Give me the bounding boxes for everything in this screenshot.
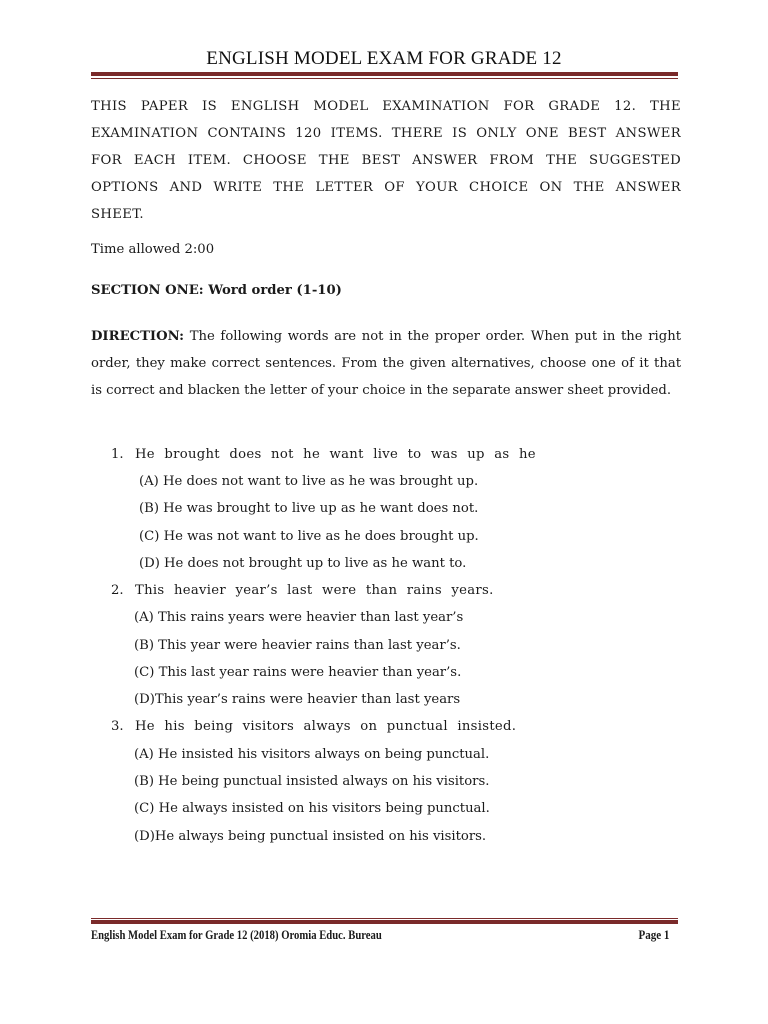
option-1b[interactable]: (B) He was brought to live up as he want does not. [139,501,479,516]
question-text: He brought does not he want live to was up as he [135,447,536,462]
option-3d[interactable]: (D)He always being punctual insisted on his visitors. [134,829,487,844]
option-3b[interactable]: (B) He being punctual insisted always on his visitors. [134,774,490,789]
header-rule-thick [91,72,678,76]
question-2 [111,583,591,598]
option-1d[interactable]: (D) He does not brought up to live as he want to. [139,556,467,571]
question-1 [111,447,591,462]
question-number: 3. [111,719,124,734]
intro-paragraph: THIS PAPER IS ENGLISH MODEL EXAMINATION FOR GRADE 12. THE EXAMINATION CONTAINS 120 ITEMS. THERE IS ONLY ONE BEST ANSWER FOR EACH ITEM. CHOOSE THE BEST ANSWER FROM THE SUGGESTED OPTIONS AND WRITE THE LETTER OF YOUR CHOICE ON THE ANSWER SHEET. [91,99,681,222]
question-number: 1. [111,447,124,462]
option-2a[interactable]: (A) This rains years were heavier than last year’s [134,610,464,625]
option-3c[interactable]: (C) He always insisted on his visitors being punctual. [134,801,490,816]
direction-paragraph [91,323,681,405]
question-3 [111,719,591,734]
footer-rule-thick [91,920,678,924]
option-2c[interactable]: (C) This last year rains were heavier than year’s. [134,665,462,680]
footer-rule-thin [91,918,678,919]
option-2b[interactable]: (B) This year were heavier rains than last year’s. [134,638,461,653]
page-title: ENGLISH MODEL EXAM FOR GRADE 12 [206,48,562,69]
header-rule-thin [91,78,678,79]
direction-label: DIRECTION: [91,329,185,344]
option-2d[interactable]: (D)This year’s rains were heavier than last years [134,692,461,707]
question-text: This heavier year’s last were than rains years. [135,583,494,598]
question-number: 2. [111,583,124,598]
footer-source: English Model Exam for Grade 12 (2018) Oromia Educ. Bureau [91,927,382,942]
option-1a[interactable]: (A) He does not want to live as he was brought up. [139,474,479,489]
option-1c[interactable]: (C) He was not want to live as he does brought up. [139,529,479,544]
time-allowed: Time allowed 2:00 [91,242,215,257]
option-3a[interactable]: (A) He insisted his visitors always on being punctual. [134,747,490,762]
direction-text: The following words are not in the proper order. When put in the right order, they make correct sentences. From the given alternatives, choose one of it that is correct and blacken the letter of your choice in the separate answer sheet provided. [91,329,681,399]
section-title: SECTION ONE: Word order (1-10) [91,283,342,298]
page-number: Page 1 [638,927,669,942]
question-text: He his being visitors always on punctual insisted. [135,719,517,734]
